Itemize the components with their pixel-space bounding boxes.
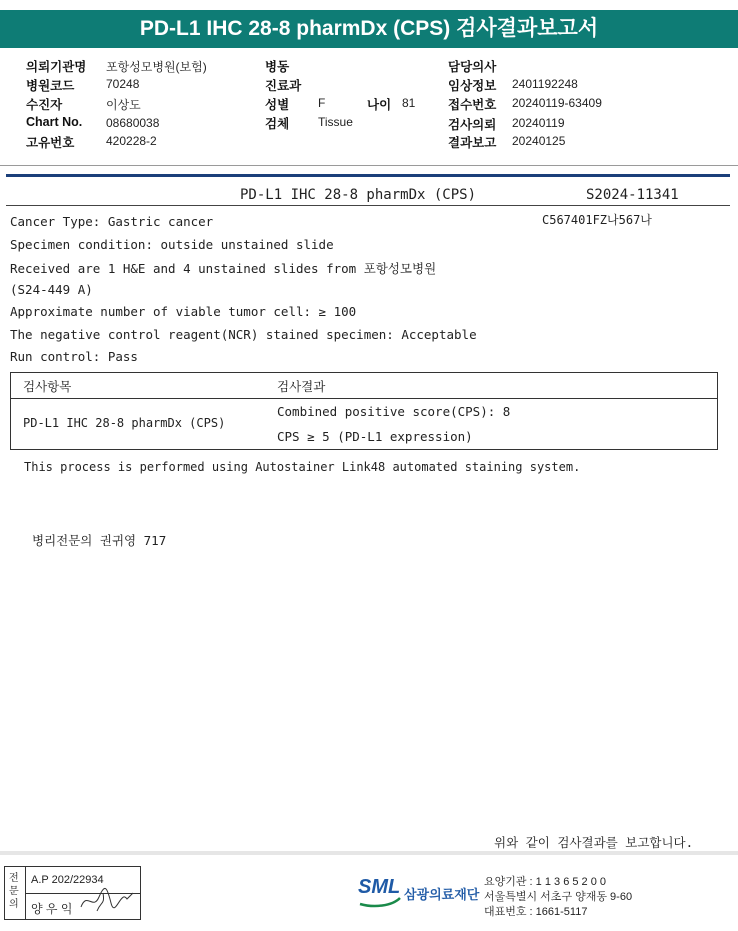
table-header-item: 검사항목 [23,379,72,394]
hospital-code-value: 70248 [106,77,140,91]
address: 서울특별시 서초구 양재동 9-60 [484,891,633,903]
patient-value: 이상도 [106,98,141,112]
stamp-name: 양 우 익 [31,902,73,916]
doctor-label: 담당의사 [448,60,497,74]
unique-no-value: 420228-2 [106,134,157,148]
accession-no-label: 접수번호 [448,98,497,112]
result-table [10,372,718,450]
sex-value: F [318,96,326,110]
specialist-stamp-box [4,866,141,920]
table-result-expression: CPS ≥ 5 (PD-L1 expression) [277,429,473,444]
specimen-label: 검체 [265,117,290,131]
institution-code: 요양기관 : 1 1 3 6 5 2 0 0 [484,876,607,888]
report-line-specimen-condition: Specimen condition: outside unstained slide [10,237,334,252]
report-date-value: 20240125 [512,134,566,148]
footer-band [0,851,738,855]
age-label: 나이 [367,98,392,112]
patient-label: 수진자 [26,98,63,112]
unique-no-label: 고유번호 [26,136,75,150]
pathologist-signature: 병리전문의 권귀영 717 [32,533,167,548]
report-title: PD-L1 IHC 28-8 pharmDx (CPS) 검사결과보고서 [0,10,738,48]
chart-no-label: Chart No. [26,115,83,129]
table-header-divider [11,398,717,399]
institution-value: 포항성모병원(보험) [106,60,207,74]
test-name: PD-L1 IHC 28-8 pharmDx (CPS) [240,187,477,203]
accession-no-value: 20240119-63409 [512,96,602,110]
handwritten-signature-icon [77,881,137,917]
phone-number: 대표번호 : 1661-5117 [484,906,588,918]
report-top-divider [6,174,730,177]
hospital-code-label: 병원코드 [26,79,75,93]
table-header-result: 검사결과 [277,379,326,394]
report-line-run-control: Run control: Pass [10,349,138,364]
case-number: S2024-11341 [586,187,679,203]
block-code: C567401FZ나567나 [542,213,652,227]
clinical-info-label: 임상정보 [448,79,497,93]
sex-label: 성별 [265,98,290,112]
clinical-info-value: 2401192248 [512,77,578,91]
department-label: 진료과 [265,79,302,93]
report-line-negative-control: The negative control reagent(NCR) stained specimen: Acceptable [10,327,477,342]
report-line-tumor-cell: Approximate number of viable tumor cell: ≥ 100 [10,304,357,319]
table-result-cps: Combined positive score(CPS): 8 [277,404,511,419]
request-date-label: 검사의뢰 [448,118,497,132]
process-note: This process is performed using Autostainer Link48 automated staining system. [24,460,581,474]
report-line-received: Received are 1 H&E and 4 unstained slides from 포항성모병원 [10,261,437,276]
age-value: 81 [402,96,416,110]
report-date-label: 결과보고 [448,136,497,150]
stamp-license: A.P 202/22934 [31,874,104,886]
table-test-item: PD-L1 IHC 28-8 pharmDx (CPS) [23,416,226,430]
institution-label: 의뢰기관명 [26,60,87,74]
sml-foundation-name: 삼광의료재단 [404,887,480,902]
chart-no-value: 08680038 [106,116,160,130]
title-underline [6,205,730,206]
specimen-value: Tissue [318,115,353,129]
sml-logo-text: SML [358,876,401,898]
closing-statement: 위와 같이 검사결과를 보고합니다. [494,835,694,850]
stamp-side-label: 전문의 [9,873,19,910]
header-divider [0,165,738,166]
report-line-cancer-type: Cancer Type: Gastric cancer [10,214,214,229]
ward-label: 병동 [265,60,290,74]
request-date-value: 20240119 [512,116,565,130]
report-line-slide-id: (S24-449 A) [10,282,93,297]
